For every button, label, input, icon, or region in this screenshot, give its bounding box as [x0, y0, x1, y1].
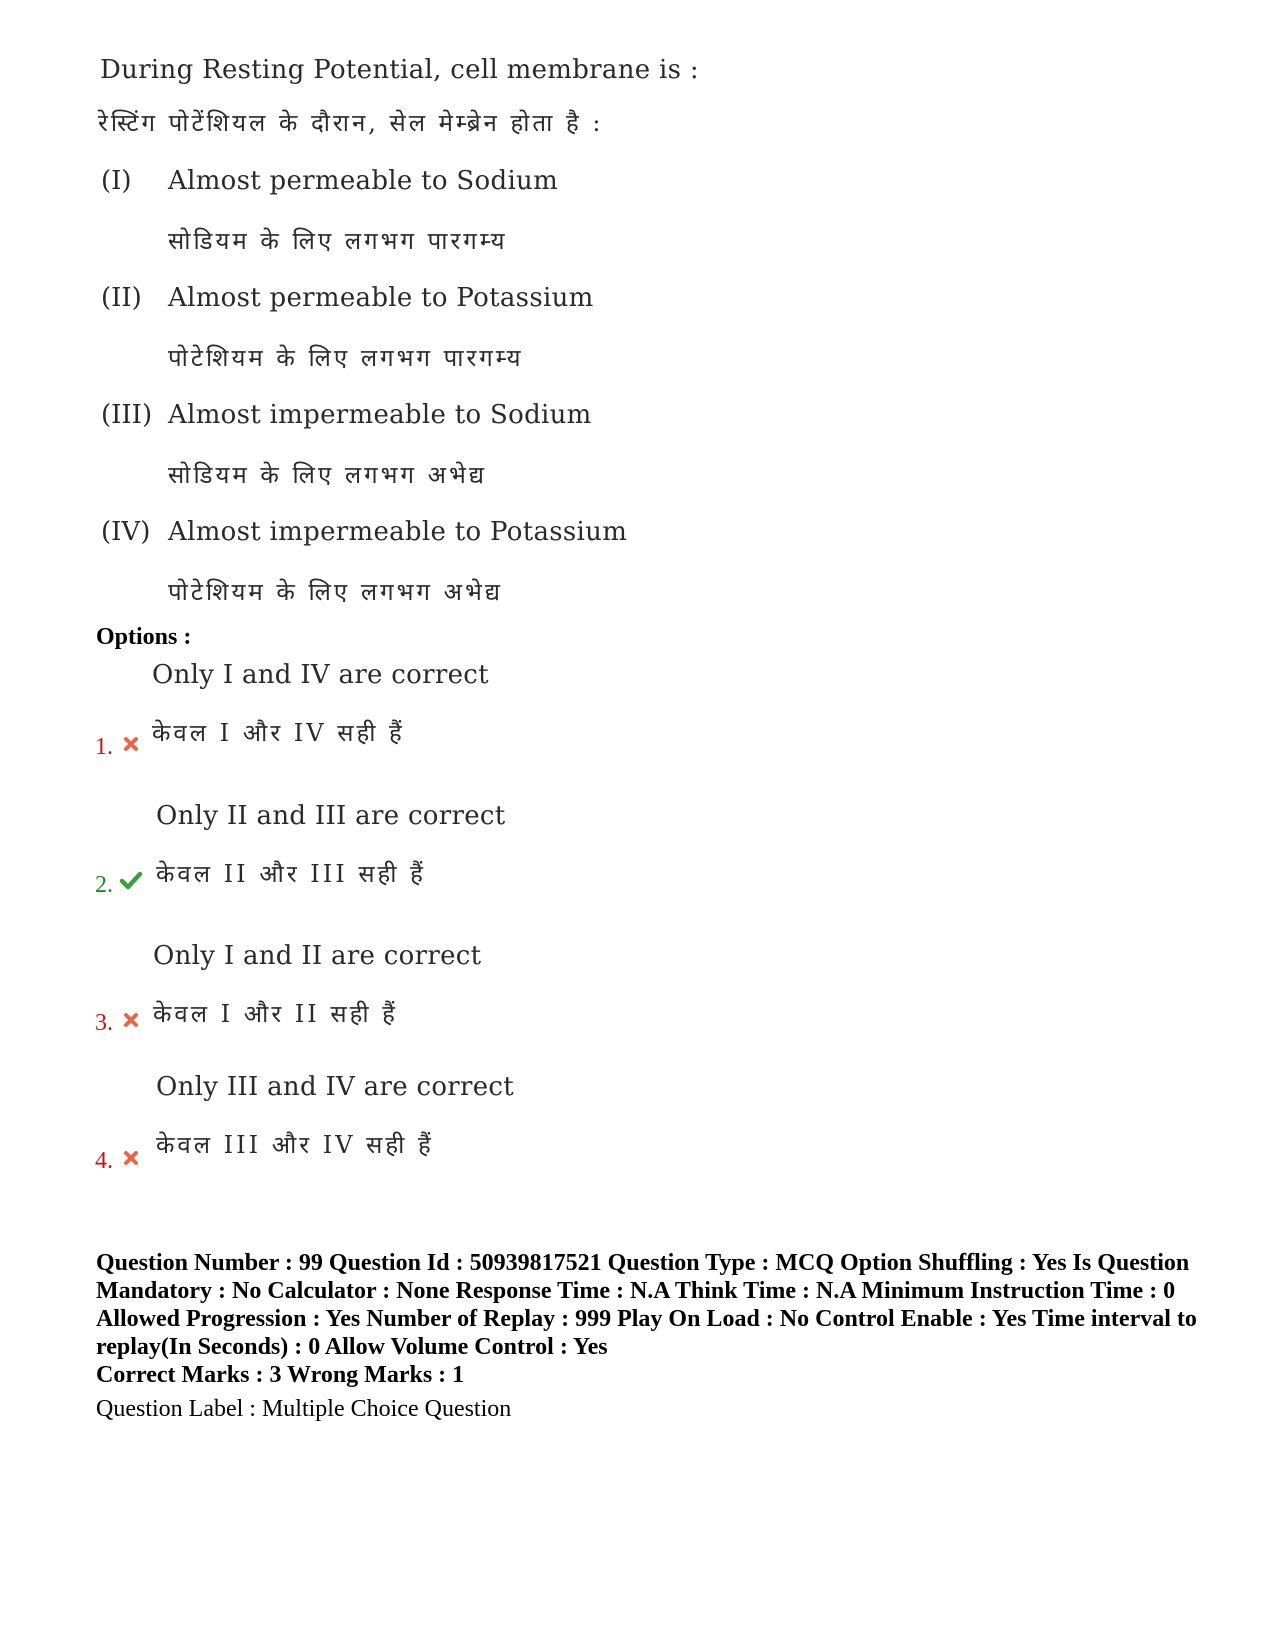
question-metadata: Question Number : 99 Question Id : 50939817521 Question Type : MCQ Option Shuffling : Yes Is Question Mandatory : No Calculator : None Response Time : N.A Think Time : N.A Minimum Instruction Time : 0 Allowed Progression : Yes Number of Replay : 999 Play On Load : No Control Enable : Yes Time interval to replay(In Seconds) : 0 Allow Volume Control : Yes [96, 1250, 1197, 1360]
cross-icon [123, 1150, 139, 1166]
statement-numeral: (III) [101, 400, 153, 430]
option-text-en: Only I and IV are correct [152, 660, 489, 690]
marks-info: Correct Marks : 3 Wrong Marks : 1 [96, 1362, 465, 1388]
statement-hi: सोडियम के लिए लगभग अभेद्य [168, 461, 487, 489]
statement-hi: पोटेशियम के लिए लगभग पारगम्य [168, 344, 524, 372]
option-text-hi: केवल III और IV सही हैं [156, 1131, 434, 1159]
question-text-en: During Resting Potential, cell membrane is : [100, 55, 699, 85]
statement-numeral: (I) [101, 166, 132, 196]
check-icon [119, 870, 143, 890]
question-label: Question Label : Multiple Choice Question [96, 1396, 512, 1422]
option-text-en: Only I and II are correct [153, 941, 482, 971]
question-text-hi: रेस्टिंग पोटेंशियल के दौरान, सेल मेम्ब्रेन होता है : [98, 109, 604, 137]
statement-en: Almost permeable to Sodium [168, 166, 559, 196]
option-number: 4. [95, 1148, 113, 1174]
options-heading: Options : [96, 624, 192, 650]
statement-en: Almost permeable to Potassium [168, 283, 594, 313]
option-number: 2. [95, 872, 113, 898]
statement-hi: पोटेशियम के लिए लगभग अभेद्य [168, 578, 503, 606]
statement-hi: सोडियम के लिए लगभग पारगम्य [168, 227, 508, 255]
statement-en: Almost impermeable to Sodium [168, 400, 592, 430]
statement-numeral: (IV) [101, 517, 151, 547]
option-text-en: Only II and III are correct [156, 801, 506, 831]
statement-en: Almost impermeable to Potassium [168, 517, 628, 547]
option-number: 3. [95, 1010, 113, 1036]
option-text-hi: केवल II और III सही हैं [156, 860, 426, 888]
option-text-hi: केवल I और IV सही हैं [152, 719, 405, 747]
cross-icon [123, 1012, 139, 1028]
statement-numeral: (II) [101, 283, 142, 313]
option-number: 1. [95, 734, 113, 760]
option-text-hi: केवल I और II सही हैं [153, 1000, 398, 1028]
cross-icon [123, 736, 139, 752]
option-text-en: Only III and IV are correct [156, 1072, 515, 1102]
